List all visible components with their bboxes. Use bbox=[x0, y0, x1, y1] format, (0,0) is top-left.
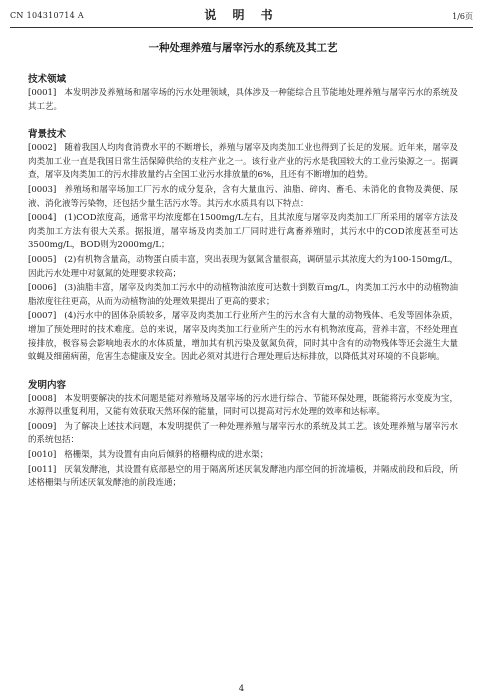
paragraph-0005 bbox=[28, 254, 458, 281]
section-heading-summary: 发明内容 bbox=[28, 379, 67, 391]
paragraph-0008 bbox=[28, 393, 458, 420]
paragraph-text: (1)COD浓度高，通常平均浓度都在1500mg/L左右，且其浓度与屠宰及肉类加工厂所采用的屠宰方法及肉类加工方法有很大关系。据报道，屠宰场及肉类加工厂同时进行禽畜养殖时，其污水中的COD浓度甚至可达3500mg/L，BOD则为2000mg/L； bbox=[28, 213, 458, 251]
paragraph-0002 bbox=[28, 142, 458, 183]
paragraph-0004 bbox=[28, 212, 458, 253]
paragraph-text: 养殖场和屠宰场加工厂污水的成分复杂，含有大量血污、油脂、碎肉、畜毛、未消化的食物及粪便、尿液、消化液等污染物，还包括少量生活污水等。其污水水质具有以下特点： bbox=[28, 184, 458, 209]
page-number: 4 bbox=[238, 684, 245, 694]
paragraph-number: [0007] bbox=[28, 311, 57, 322]
paragraph-text: (3)油脂丰富，屠宰及肉类加工污水中的动植物油浓度可达数十到数百mg/L，肉类加工污水中的动植物油脂浓度往往更高，从而为动植物油的处理效果提出了更高的要求； bbox=[28, 283, 458, 307]
paragraph-text: 格栅渠，其为设置有由向后倾斜的格栅构成的进水渠； bbox=[64, 450, 269, 461]
page-indicator: 1/6页 bbox=[452, 12, 473, 21]
paragraph-text: 为了解决上述技术问题，本发明提供了一种处理养殖与屠宰污水的系统及其工艺。该处理养殖与屠宰污水的系统包括： bbox=[28, 421, 458, 446]
paragraph-number: [0002] bbox=[28, 143, 57, 154]
document-title: 一种处理养殖与屠宰污水的系统及其工艺 bbox=[148, 42, 338, 54]
paragraph-number: [0005] bbox=[28, 254, 57, 265]
paragraph-text: (2)有机物含量高，动物蛋白质丰富，突出表现为氨氮含量很高，调研显示其浓度大约为100-150mg/L，因此污水处理中对氨氮的处理要求较高； bbox=[28, 254, 458, 279]
paragraph-0007 bbox=[28, 310, 458, 364]
paragraph-number: [0009] bbox=[28, 421, 57, 432]
paragraph-0003 bbox=[28, 184, 458, 211]
section-heading-technical-field: 技术领域 bbox=[28, 74, 67, 85]
paragraph-text: 随着我国人均肉食消费水平的不断增长，养殖与屠宰及肉类加工业也得到了长足的发展。近年来，屠宰及肉类加工业一直是我国日常生活保障供给的支柱产业之一。该行业产业的污水是我国较大的工业污染源之一。据调查，屠宰及肉类加工的污水排放量约占全国工业污水排放量的6%，且还有不断增加的趋势。 bbox=[28, 143, 458, 181]
paragraph-0010 bbox=[28, 449, 458, 463]
paragraph-number: [0004] bbox=[28, 213, 57, 224]
paragraph-number: [0008] bbox=[28, 393, 57, 404]
paragraph-text: 本发明要解决的技术问题是能对养殖场及屠宰场的污水进行综合、节能环保处理，既能将污水变废为宝，水源得以重复利用，又能有效获取天然环保的能量，同时可以提高对污水处理的效率和达标率。 bbox=[28, 393, 458, 418]
paragraph-number: [0011] bbox=[28, 464, 57, 475]
paragraph-0006 bbox=[28, 282, 458, 309]
paragraph-0001 bbox=[28, 87, 458, 114]
paragraph-text: 本发明涉及养殖场和屠宰场的污水处理领域，具体涉及一种能综合且节能地处理养殖与屠宰污水的系统及其工艺。 bbox=[28, 88, 458, 112]
paragraph-text: 厌氧发酵池，其设置有底部悬空的用于隔离所述厌氧发酵池内部空间的折流墙板，并隔成前段和后段，所述格栅渠与所述厌氧发酵池的前段连通； bbox=[28, 464, 458, 489]
paragraph-0011 bbox=[28, 464, 458, 491]
header-divider bbox=[10, 27, 473, 28]
paragraph-number: [0001] bbox=[28, 88, 57, 98]
paragraph-number: [0006] bbox=[28, 283, 57, 294]
paragraph-text: (4)污水中的固体杂质较多，屠宰及肉类加工行业所产生的污水含有大量的动物残体、毛发等固体杂质，增加了预处理时的技术难度。总的来说，屠宰及肉类加工行业所产生的污水有机物浓度高，营养丰富，不经处理直接排放，极容易会影响地表水的水体质量，增加其有机污染及氨氮负荷，同时其中含有的动物残体等还会滋生大量蚊蝇及细菌病菌，危害生态健康及安全。因此必须对其进行合理处理后达标排放，以降低其对环境的不良影响。 bbox=[28, 311, 458, 363]
document-body bbox=[28, 40, 458, 492]
paragraph-number: [0010] bbox=[28, 450, 57, 461]
paragraph-0009 bbox=[28, 421, 458, 448]
page-header bbox=[10, 4, 473, 24]
section-heading-background: 背景技术 bbox=[28, 129, 67, 141]
doc-number: CN 104310714 A bbox=[10, 11, 84, 20]
doc-type: 说 明 书 bbox=[204, 8, 279, 22]
paragraph-number: [0003] bbox=[28, 184, 57, 195]
